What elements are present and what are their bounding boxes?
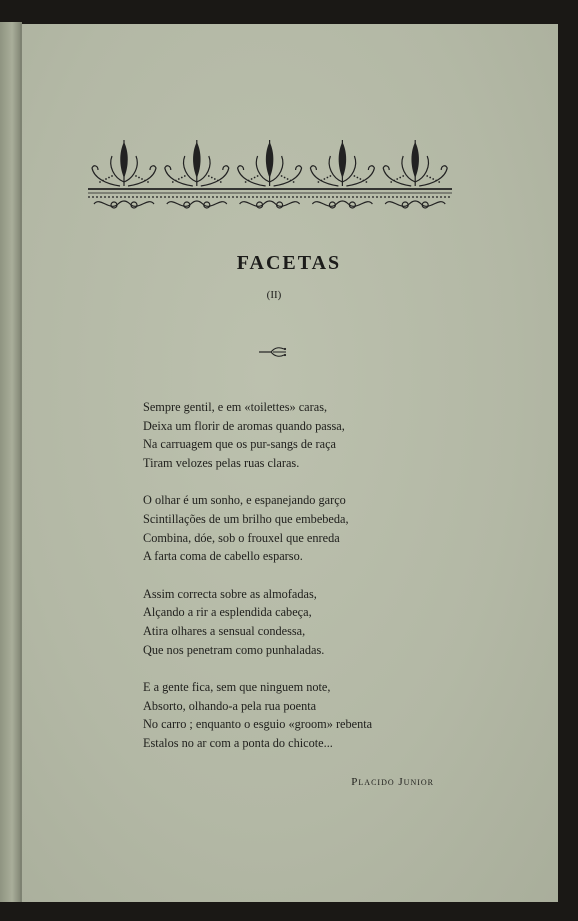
page-subtitle: (II) — [266, 289, 282, 301]
poem-line: Assim correcta sobre as almofadas, — [143, 586, 317, 601]
fleuron-mark-icon — [258, 344, 288, 358]
poem-line: Alçando a rir a esplendida cabeça, — [143, 605, 312, 620]
poem-line: Absorto, olhando-a pela rua poenta — [143, 698, 317, 713]
poem-line: Combina, dóe, sob o frouxel que enreda — [143, 530, 340, 545]
previous-page-edge — [0, 22, 22, 902]
stanza — [143, 678, 473, 752]
poem-line: Que nos penetram como punhaladas. — [143, 642, 325, 657]
page-title: FACETAS — [236, 252, 342, 274]
poem-line: Estalos no ar com a ponta do chicote... — [143, 735, 333, 750]
poem-line: Deixa um florir de aromas quando passa, — [143, 418, 345, 433]
poem-line: Sempre gentil, e em «toilettes» caras, — [143, 400, 328, 414]
poem-line: No carro ; enquanto o esguio «groom» rebenta — [143, 717, 373, 732]
poem-line: O olhar é um sonho, e espanejando garço — [143, 493, 346, 508]
poem-body — [143, 398, 473, 772]
poem-line: Tiram velozes pelas ruas claras. — [143, 455, 300, 470]
poem-line: E a gente fica, sem que ninguem note, — [143, 680, 331, 695]
poem-line: Scintillações de um brilho que embebeda, — [143, 511, 349, 526]
stanza — [143, 398, 473, 472]
floral-headpiece-icon — [88, 138, 452, 220]
stanza — [143, 491, 473, 565]
stanza — [143, 585, 473, 659]
poem-line: Atira olhares a sensual condessa, — [143, 623, 306, 638]
author-signature: Placido Junior — [351, 776, 434, 788]
poem-line: A farta coma de cabello esparso. — [143, 549, 303, 564]
poem-line: Na carruagem que os pur-sangs de raça — [143, 437, 336, 452]
